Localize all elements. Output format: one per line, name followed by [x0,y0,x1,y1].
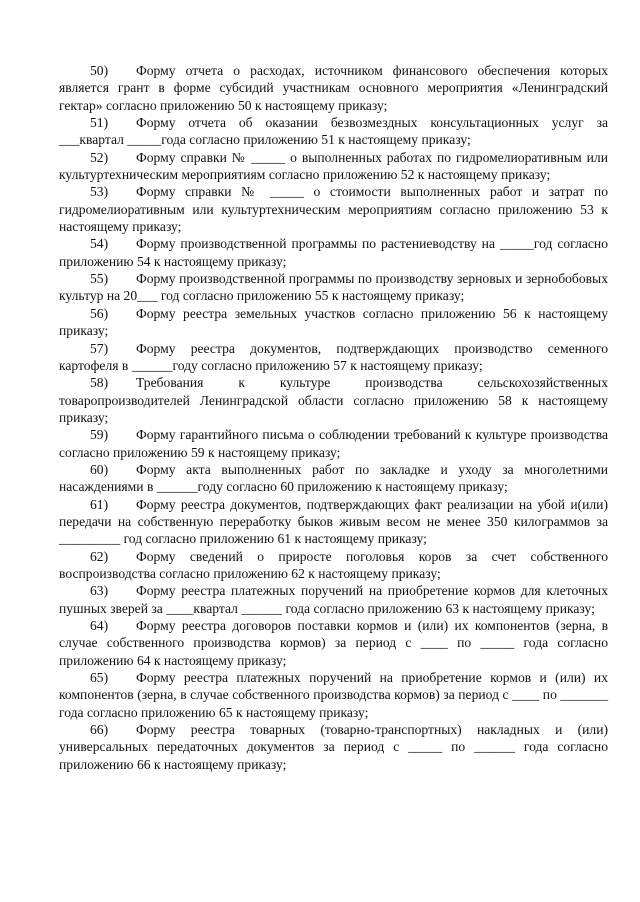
item-number: 54) [90,236,109,252]
list-item [59,340,608,375]
item-text: Форму реестра товарных (товарно-транспортных) накладных и (или) универсальных передаточных документов за период с _____ по ______ года согласно приложению 66 к настоящему приказу; [59,722,608,772]
item-text: Форму реестра платежных поручений на приобретение кормов и (или) их компонентов (зерна, в случае собственного производства кормов) за период с ____ по _______ года согласно приложению 65 к настоящему приказу; [59,670,608,720]
list-item [59,461,608,496]
item-text: Форму гарантийного письма о соблюдении требований к культуре производства согласно приложению 59 к настоящему приказу; [59,427,608,460]
item-text: Форму отчета о расходах, источником финансового обеспечения которых является грант в форме субсидий участникам основного мероприятия «Ленинградский гектар» согласно приложению 50 к настоящему приказу; [59,63,608,113]
item-number: 50) [90,63,109,78]
item-number: 60) [90,461,109,477]
list-item [59,548,608,583]
item-text: Форму реестра договоров поставки кормов и (или) их компонентов (зерна, в случае собственного производства кормов) за период с ____ по _____ года согласно приложению 64 к настоящему приказу; [59,618,608,668]
list-item [59,305,608,340]
item-number: 51) [90,115,109,131]
list-item [59,114,608,149]
list-item [59,62,608,114]
item-text: Форму производственной программы по производству зерновых и зернобобовых культур на 20___ год согласно приложению 55 к настоящему приказу; [59,271,608,304]
item-text: Форму реестра платежных поручений на приобретение кормов для клеточных пушных зверей за ____квартал ______ года согласно приложению 63 к настоящему приказу; [59,583,608,616]
list-item [59,582,608,617]
item-number: 55) [90,271,109,287]
item-text: Форму реестра документов, подтверждающих производство семенного картофеля в ______году согласно приложению 57 к настоящему приказу; [59,340,608,373]
list-item [59,149,608,184]
item-text: Требования к культуре производства сельскохозяйственных товаропроизводителей Ленинградской области согласно приложению 58 к настоящему приказу; [59,375,608,425]
list-item [59,669,608,721]
item-number: 62) [90,548,109,564]
list-item [59,426,608,461]
list-item [59,270,608,305]
list-item [59,235,608,270]
item-number: 63) [90,583,109,599]
item-text: Форму производственной программы по растениеводству на _____год согласно приложению 54 к настоящему приказу; [59,236,608,269]
item-number: 52) [90,149,109,165]
item-number: 66) [90,722,109,738]
list-item [59,374,608,426]
item-number: 58) [90,375,109,391]
item-number: 64) [90,618,109,633]
list-item [59,617,608,669]
list-item [59,496,608,548]
item-number: 61) [90,496,109,512]
item-number: 57) [90,340,109,356]
item-text: Форму отчета об оказании безвозмездных консультационных услуг за ___квартал _____года согласно приложению 51 к настоящему приказу; [59,115,608,148]
item-text: Форму реестра земельных участков согласно приложению 56 к настоящему приказу; [59,305,608,339]
item-text: Форму акта выполненных работ по закладке и уходу за многолетними насаждениями в ______году согласно 60 приложению к настоящему приказу; [59,461,608,495]
item-number: 65) [90,670,109,686]
item-number: 53) [90,184,109,200]
item-text: Форму сведений о приросте поголовья коров за счет собственного воспроизводства согласно приложению 62 к настоящему приказу; [59,548,608,581]
item-text: Форму реестра документов, подтверждающих факт реализации на убой и(или) передачи на собственную переработку быков живым весом не менее 350 килограммов за _________ год согласно приложению 61 к настоящему приказу; [59,496,608,547]
item-number: 56) [90,305,109,321]
item-number: 59) [90,427,109,443]
list-item [59,183,608,235]
list-item [59,721,608,773]
item-text: Форму справки № _____ о выполненных работах по гидромелиоративным или культуртехническим мероприятиям согласно приложению 52 к настоящему приказу; [59,149,608,183]
item-text: Форму справки № _____ о стоимости выполненных работ и затрат по гидромелиоративным или культуртехническим мероприятиям согласно приложению 53 к настоящему приказу; [59,184,608,235]
